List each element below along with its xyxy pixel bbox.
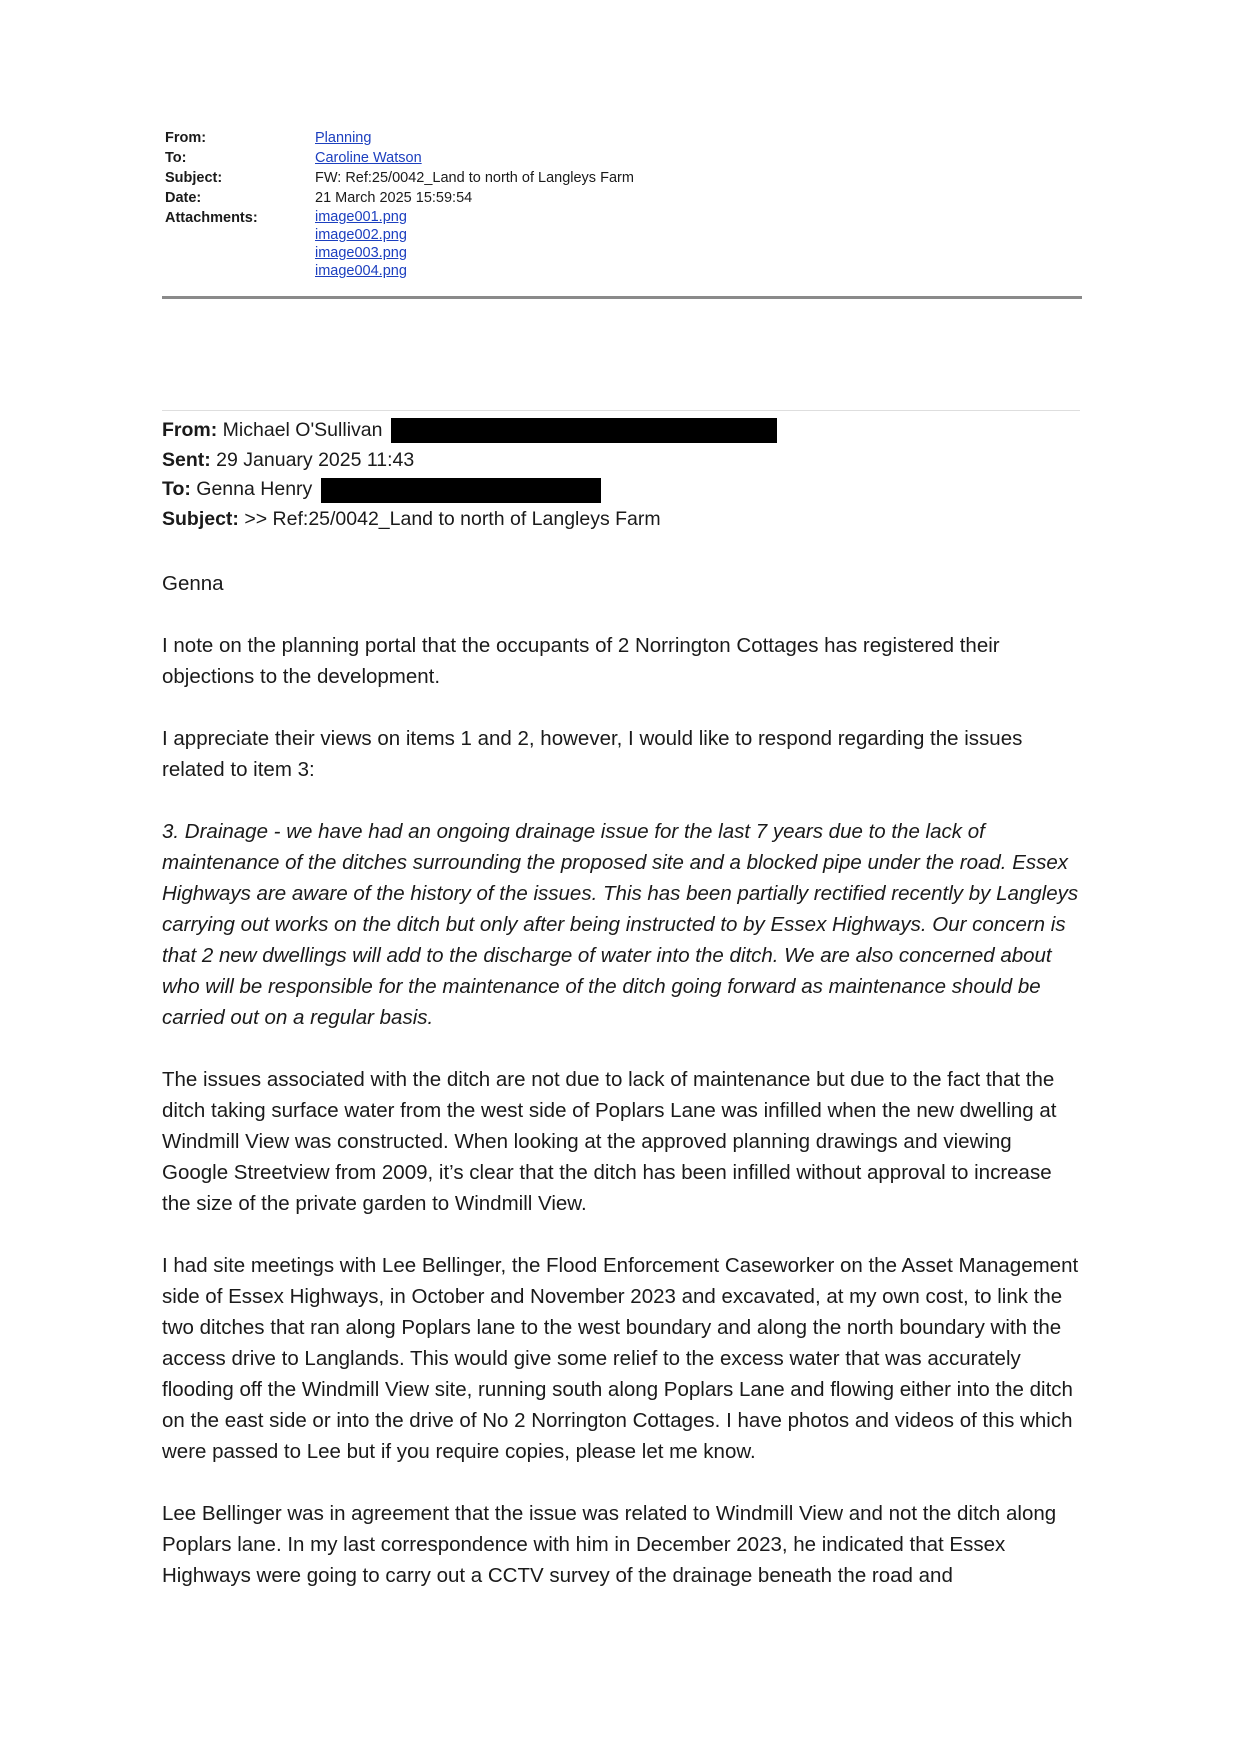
body-paragraph: I had site meetings with Lee Bellinger, the Flood Enforcement Caseworker on the Asset Management side of Essex Highways, in October and November 2023 and excavated, at my own cost, to link the two ditches that ran along Poplars lane to the west boundary and along the north boundary with the access drive to Langlands. This would give some relief to the excess water that was accurately flooding off the Windmill View site, running south along Poplars Lane and flowing either into the ditch on the east side or into the drive of No 2 Norrington Cottages. I have photos and videos of this which were passed to Lee but if you require copies, please let me know. [162, 1254, 1079, 1463]
attachment-link[interactable]: image002.png [315, 227, 407, 243]
attachment-link[interactable]: image004.png [315, 263, 407, 279]
body-paragraph: I note on the planning portal that the occupants of 2 Norrington Cottages has registered their objections to the development. [162, 634, 1000, 688]
forwarded-from-value: Michael O'Sullivan [222, 419, 383, 441]
forwarded-header [162, 416, 1082, 534]
header-date-value: 21 March 2025 15:59:54 [315, 190, 473, 206]
header-subject-label: Subject: [165, 170, 223, 186]
header-attachments-label: Attachments: [165, 210, 258, 226]
forwarded-sent-value: 29 January 2025 11:43 [216, 448, 415, 471]
email-header [165, 128, 1085, 280]
header-from-row [165, 128, 1085, 148]
forwarded-subject-label: Subject: [162, 507, 239, 530]
header-to-row [165, 148, 1085, 168]
email-body [162, 568, 1082, 1622]
header-date-row [165, 188, 1085, 208]
body-paragraph: I appreciate their views on items 1 and 2, however, I would like to respond regarding the issues related to item 3: [162, 727, 1023, 781]
forwarded-to-row [162, 475, 1082, 505]
forwarded-to-label: To: [162, 478, 191, 501]
body-paragraph: The issues associated with the ditch are not due to lack of maintenance but due to the fact that the ditch taking surface water from the west side of Poplars Lane was infilled when the new dwelling at Windmill View was constructed. When looking at the approved planning drawings and viewing Google Streetview from 2009, it’s clear that the ditch has been infilled without approval to increase the size of the private garden to Windmill View. [162, 1068, 1057, 1215]
header-to-label: To: [165, 150, 187, 166]
salutation: Genna [162, 572, 224, 595]
header-date-label: Date: [165, 190, 202, 206]
body-paragraph: Lee Bellinger was in agreement that the issue was related to Windmill View and not the ditch along Poplars lane. In my last correspondence with him in December 2023, he indicated that Essex Highways were going to carry out a CCTV survey of the drainage beneath the road and [162, 1502, 1057, 1587]
redaction-bar [321, 478, 601, 503]
quoted-objection: 3. Drainage - we have had an ongoing drainage issue for the last 7 years due to the lack of maintenance of the ditches surrounding the proposed site and a blocked pipe under the road. Essex Highways are aware of the history of the issues. This has been partially rectified recently by Langleys carrying out works on the ditch but only after being instructed to by Essex Highways. Our concern is that 2 new dwellings will add to the discharge of water into the ditch. We are also concerned about who will be responsible for the maintenance of the ditch going forward as maintenance should be carried out on a regular basis. [162, 820, 1079, 1029]
forward-divider [162, 410, 1080, 411]
forwarded-sent-row [162, 446, 1082, 476]
attachment-link[interactable]: image003.png [315, 245, 407, 261]
forwarded-to-value: Genna Henry [196, 478, 313, 501]
forwarded-from-row [162, 416, 1082, 446]
forwarded-from-label: From: [162, 419, 218, 441]
header-subject-value: FW: Ref:25/0042_Land to north of Langleys Farm [315, 170, 634, 186]
forwarded-subject-row [162, 505, 1082, 535]
header-subject-row [165, 168, 1085, 188]
header-divider [162, 296, 1082, 299]
redaction-bar [391, 418, 777, 443]
header-attachments-row [165, 208, 1085, 280]
forwarded-subject-value: >> Ref:25/0042_Land to north of Langleys Farm [244, 507, 661, 530]
attachment-link[interactable]: image001.png [315, 209, 407, 225]
header-to-link[interactable]: Caroline Watson [315, 150, 422, 166]
attachment-list [315, 208, 1085, 280]
header-from-link[interactable]: Planning [315, 130, 372, 146]
forwarded-sent-label: Sent: [162, 448, 211, 471]
header-from-label: From: [165, 130, 207, 146]
